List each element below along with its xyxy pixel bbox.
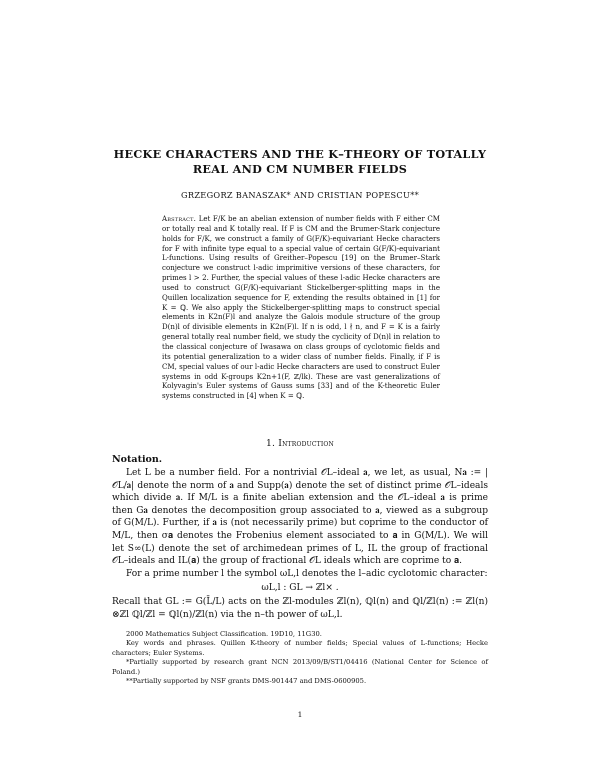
abstract-text: Let F/K be an abelian extension of number fields with F either CM or totally real and K totally real. If F is CM and the Brumer-Stark conjecture holds for F/K, we construct a family of G(F/K)-equivariant Hecke characters for F with infinite type equal to a special value of certain G(F/K)-equivariant L-functions. Using results of Greither–Popescu [19] on the Brumer–Stark conjecture we construct l-adic imprimitive versions of these characters, for primes l > 2. Further, the special values of these l-adic Hecke characters are used to construct G(F/K)-equivariant Stickelberger-splitting maps in the Quillen localization sequence for F, extending the results obtained in [1] for K = ℚ. We also apply the Stickelberger-splitting maps to construct special elements in K2n(F)l and analyze the Galois module structure of the group D(n)l of divisible elements in K2n(F)l. If n is odd, l ∤ n, and F = K is a fairly general totally real number field, we study the cyclicity of D(n)l in relation to the classical conjecture of Iwasawa on class groups of cyclotomic fields and its potential generalization to a wider class of number fields. Finally, if F is CM, special values of our l-adic Hecke characters are used to construct Euler systems in odd K-groups K2n+1(F, ℤ/lk). These are vast generalizations of Kolyvagin's Euler systems of Gauss sums [33] and of the K-theoretic Euler systems constructed in [4] when K = ℚ.	[162, 214, 440, 401]
paper-title	[90, 147, 510, 177]
paragraph-cyclotomic: For a prime number l the symbol ωL,l denotes the l–adic cyclotomic character:	[126, 568, 488, 579]
footnote-grant-1: *Partially supported by research grant NCN 2013/09/B/ST1/04416 (National Center for Science of Poland.)	[112, 658, 488, 676]
title-line-2: REAL AND CM NUMBER FIELDS	[192, 162, 408, 176]
paragraph-galois-action: Recall that GL := G(L̄/L) acts on the ℤl-modules ℤl(n), ℚl(n) and ℚl/ℤl(n) := ℤl(n) ⊗ℤl ℚl/ℤl = ℚl(n)/ℤl(n) via the n–th power of ωL,l.	[112, 596, 488, 620]
notation-heading: Notation.	[112, 454, 163, 465]
page-number: 1	[297, 710, 303, 719]
footnote-keywords: Key words and phrases. Quillen K-theory of number fields; Special values of L-functions; Hecke characters; Euler Systems.	[112, 639, 488, 657]
footnotes	[112, 630, 488, 686]
section-heading: 1. Introduction	[265, 438, 334, 449]
footnote-grant-2: **Partially supported by NSF grants DMS-901447 and DMS-0600905.	[126, 677, 367, 686]
abstract	[162, 214, 440, 401]
author-list: GRZEGORZ BANASZAK* AND CRISTIAN POPESCU**	[181, 190, 419, 200]
display-formula: ωL,l : GL → ℤl× .	[261, 583, 339, 594]
footnote-msc: 2000 Mathematics Subject Classification. 19D10, 11G30.	[126, 630, 322, 638]
title-line-1: HECKE CHARACTERS AND THE K–THEORY OF TOTALLY	[113, 147, 487, 161]
paragraph-notation: Let L be a number field. For a nontrivial 𝒪L–ideal 𝐚, we let, as usual, N𝐚 := |𝒪L/𝐚| denote the norm of 𝐚 and Supp(𝐚) denote the set of distinct prime 𝒪L–ideals which divide 𝐚. If M/L is a finite abelian extension and the 𝒪L–ideal 𝐚 is prime then G𝐚 denotes the decomposition group associated to 𝐚, viewed as a subgroup of G(M/L). Further, if 𝐚 is (not necessarily prime) but coprime to the conductor of M/L, then σ𝐚 denotes the Frobenius element associated to 𝐚 in G(M/L). We will let S∞(L) denote the set of archimedean primes of L, IL the group of fractional 𝒪L–ideals and IL(𝐚) the group of fractional 𝒪L ideals which are coprime to 𝐚.	[112, 468, 488, 567]
abstract-label: Abstract.	[162, 214, 197, 223]
body-text	[112, 453, 488, 621]
